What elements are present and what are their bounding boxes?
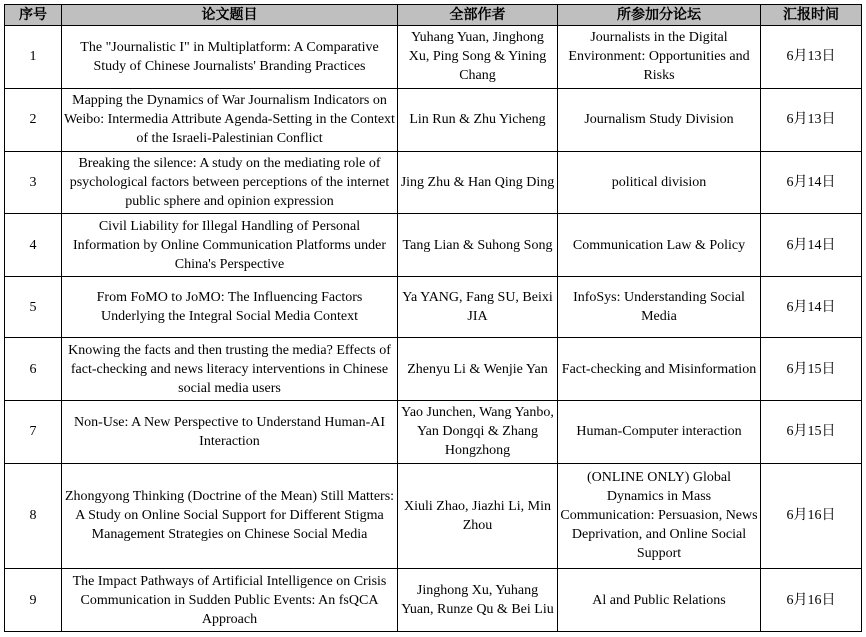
cell-time: 6月16日 <box>761 463 862 568</box>
cell-no: 6 <box>5 338 62 401</box>
cell-title: Mapping the Dynamics of War Journalism Indicators on Weibo: Intermedia Attribute Agenda-Setting in the Context of the Israeli-Palestinian Conflict <box>62 88 398 151</box>
cell-forum: Human-Computer interaction <box>558 400 761 463</box>
cell-forum: Journalism Study Division <box>558 88 761 151</box>
table-row <box>5 26 862 89</box>
table-row <box>5 569 862 632</box>
header-no: 序号 <box>5 5 62 26</box>
cell-forum: political division <box>558 151 761 214</box>
table-row <box>5 151 862 214</box>
cell-time: 6月14日 <box>761 214 862 277</box>
papers-table <box>4 4 862 632</box>
cell-authors: Ya YANG, Fang SU, Beixi JIA <box>398 277 558 338</box>
header-forum: 所参加分论坛 <box>558 5 761 26</box>
cell-forum: InfoSys: Understanding Social Media <box>558 277 761 338</box>
cell-forum: Communication Law & Policy <box>558 214 761 277</box>
cell-time: 6月15日 <box>761 400 862 463</box>
cell-forum: Journalists in the Digital Environment: Opportunities and Risks <box>558 26 761 89</box>
cell-authors: Zhenyu Li & Wenjie Yan <box>398 338 558 401</box>
cell-time: 6月15日 <box>761 338 862 401</box>
table-row <box>5 400 862 463</box>
table-row <box>5 277 862 338</box>
cell-title: Civil Liability for Illegal Handling of Personal Information by Online Communication Platforms under China's Perspective <box>62 214 398 277</box>
cell-no: 7 <box>5 400 62 463</box>
cell-title: Non-Use: A New Perspective to Understand Human-AI Interaction <box>62 400 398 463</box>
cell-forum: Fact-checking and Misinformation <box>558 338 761 401</box>
cell-authors: Yuhang Yuan, Jinghong Xu, Ping Song & Yining Chang <box>398 26 558 89</box>
cell-title: Breaking the silence: A study on the mediating role of psychological factors between perceptions of the internet public sphere and opinion expression <box>62 151 398 214</box>
table-row <box>5 338 862 401</box>
cell-authors: Lin Run & Zhu Yicheng <box>398 88 558 151</box>
cell-title: The Impact Pathways of Artificial Intelligence on Crisis Communication in Sudden Public Events: An fsQCA Approach <box>62 569 398 632</box>
cell-time: 6月14日 <box>761 151 862 214</box>
cell-authors: Jing Zhu & Han Qing Ding <box>398 151 558 214</box>
table-row <box>5 88 862 151</box>
cell-authors: Yao Junchen, Wang Yanbo, Yan Dongqi & Zhang Hongzhong <box>398 400 558 463</box>
cell-no: 3 <box>5 151 62 214</box>
cell-time: 6月14日 <box>761 277 862 338</box>
cell-no: 8 <box>5 463 62 568</box>
cell-no: 9 <box>5 569 62 632</box>
cell-title: From FoMO to JoMO: The Influencing Factors Underlying the Integral Social Media Context <box>62 277 398 338</box>
cell-title: Zhongyong Thinking (Doctrine of the Mean) Still Matters: A Study on Online Social Support for Different Stigma Management Strategies on Chinese Social Media <box>62 463 398 568</box>
cell-authors: Xiuli Zhao, Jiazhi Li, Min Zhou <box>398 463 558 568</box>
cell-title: Knowing the facts and then trusting the media? Effects of fact-checking and news literacy interventions in Chinese social media users <box>62 338 398 401</box>
cell-title: The "Journalistic I" in Multiplatform: A Comparative Study of Chinese Journalists' Branding Practices <box>62 26 398 89</box>
header-row <box>5 5 862 26</box>
cell-time: 6月13日 <box>761 26 862 89</box>
cell-time: 6月13日 <box>761 88 862 151</box>
table-row <box>5 214 862 277</box>
header-authors: 全部作者 <box>398 5 558 26</box>
cell-no: 2 <box>5 88 62 151</box>
cell-forum: Al and Public Relations <box>558 569 761 632</box>
cell-no: 4 <box>5 214 62 277</box>
cell-authors: Jinghong Xu, Yuhang Yuan, Runze Qu & Bei Liu <box>398 569 558 632</box>
header-title: 论文题目 <box>62 5 398 26</box>
header-time: 汇报时间 <box>761 5 862 26</box>
cell-time: 6月16日 <box>761 569 862 632</box>
table-row <box>5 463 862 568</box>
cell-no: 1 <box>5 26 62 89</box>
cell-no: 5 <box>5 277 62 338</box>
cell-authors: Tang Lian & Suhong Song <box>398 214 558 277</box>
cell-forum: (ONLINE ONLY) Global Dynamics in Mass Communication: Persuasion, News Deprivation, and Online Social Support <box>558 463 761 568</box>
